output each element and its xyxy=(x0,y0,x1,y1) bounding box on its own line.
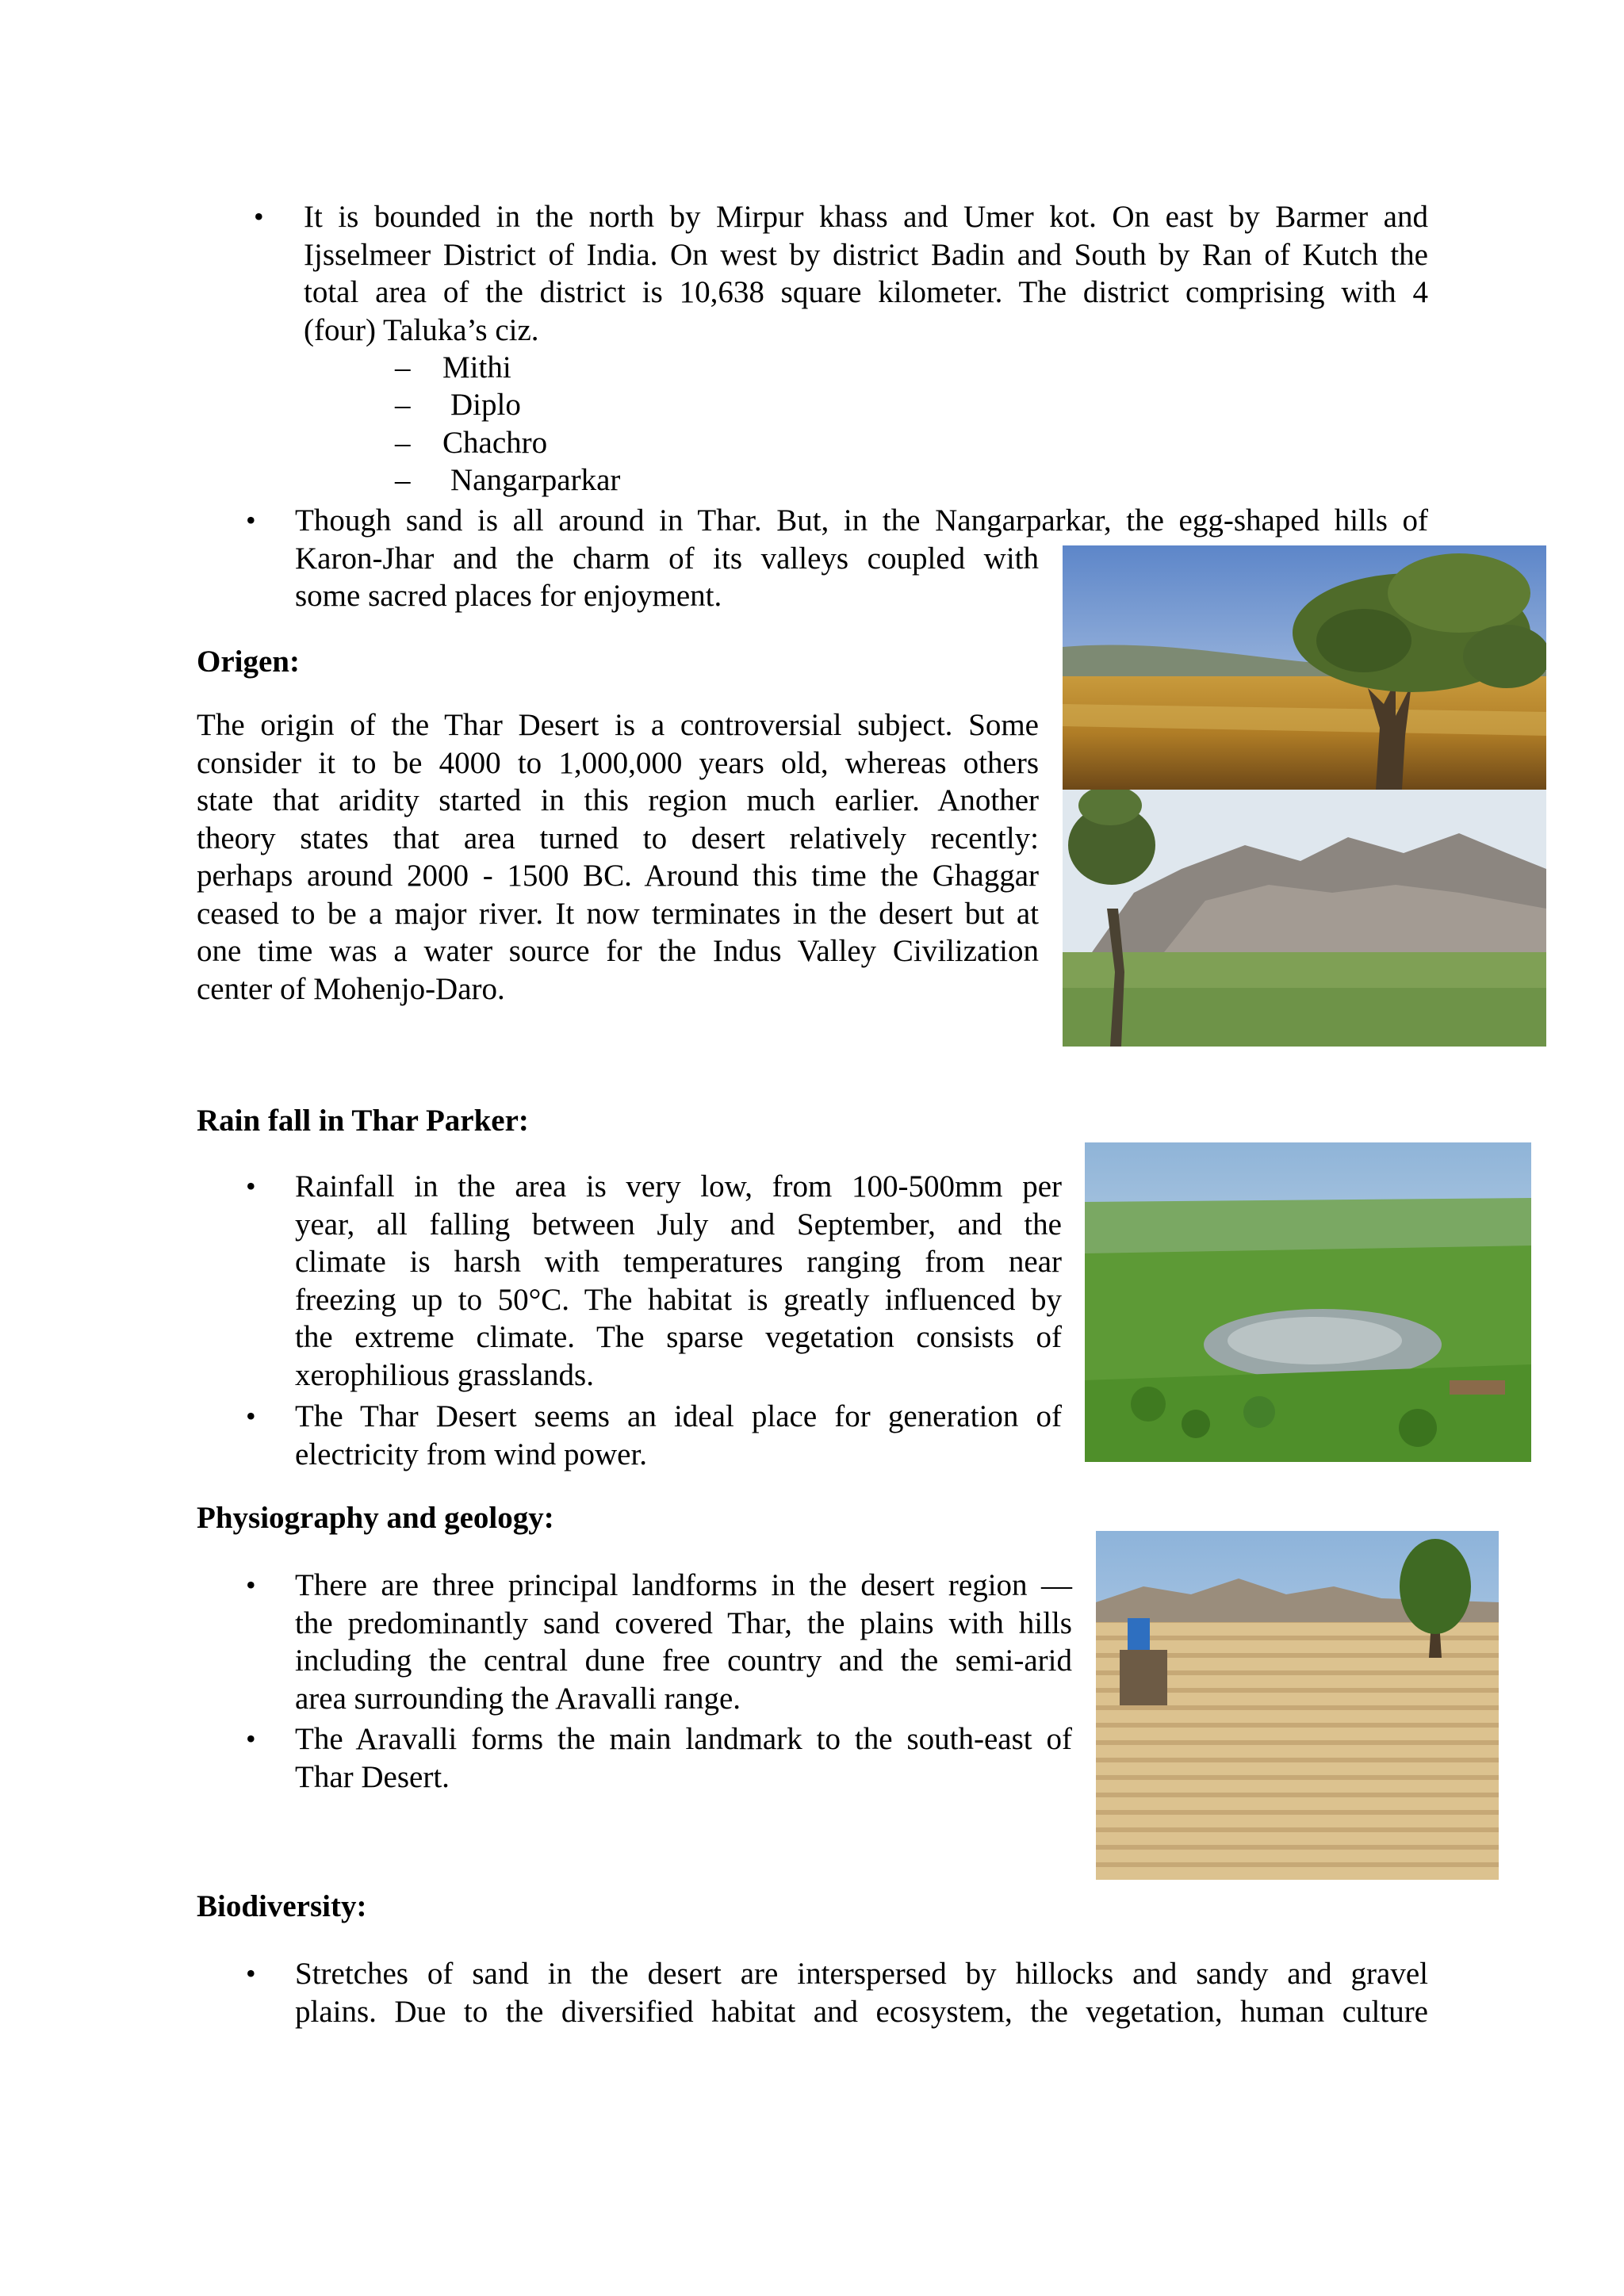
text-line: center of Mohenjo-Daro. xyxy=(197,971,505,1006)
rainfall-bullet-1 xyxy=(295,1168,1062,1394)
origin-paragraph xyxy=(197,706,1039,1008)
taluka-item: Chachro xyxy=(442,426,548,460)
bullet-marker: • xyxy=(246,1400,256,1432)
dash-marker: – xyxy=(395,426,411,460)
text-line: Ijsselmeer District of India. On west by district Badin and South by Ran of Kutch the xyxy=(304,237,1428,272)
text-line: The Thar Desert seems an ideal place for generation of xyxy=(295,1399,1062,1433)
text-line: consider it to be 4000 to 1,000,000 years old, whereas others xyxy=(197,745,1039,780)
bullet-marker: • xyxy=(254,201,264,232)
text-line: theory states that area turned to desert relatively recently: xyxy=(197,821,1039,855)
dash-marker: – xyxy=(395,388,411,422)
text-line: There are three principal landforms in the desert region — xyxy=(295,1568,1072,1602)
text-line: plains. Due to the diversified habitat and ecosystem, the vegetation, human culture xyxy=(295,1994,1428,2029)
sand-plain-photo xyxy=(1096,1531,1499,1880)
text-line: electricity from wind power. xyxy=(295,1437,648,1471)
rainfall-bullet-2 xyxy=(295,1398,1062,1473)
boundary-paragraph xyxy=(304,198,1428,349)
text-line: It is bounded in the north by Mirpur khass and Umer kot. On east by Barmer and xyxy=(304,200,1428,234)
taluka-item: Mithi xyxy=(442,350,511,385)
physiography-bullet-2 xyxy=(295,1720,1072,1796)
taluka-item: Nangarparkar xyxy=(450,463,621,497)
bullet-marker: • xyxy=(246,504,256,536)
text-line: the extreme climate. The sparse vegetation consists of xyxy=(295,1320,1062,1354)
text-line: ceased to be a major river. It now terminates in the desert but at xyxy=(197,896,1039,931)
text-line: year, all falling between July and September, and the xyxy=(295,1207,1062,1242)
savanna-tree-photo xyxy=(1063,545,1546,790)
text-line: including the central dune free country and the semi-arid xyxy=(295,1644,1072,1678)
bullet-marker: • xyxy=(246,1723,256,1755)
rainfall-heading: Rain fall in Thar Parker: xyxy=(197,1104,529,1138)
text-line: The Aravalli forms the main landmark to the south-east of xyxy=(295,1722,1072,1756)
text-line: Though sand is all around in Thar. But, in the Nangarparkar, the egg-shaped hills of xyxy=(295,503,1428,538)
text-line: The origin of the Thar Desert is a controversial subject. Some xyxy=(197,708,1039,742)
text-line: xerophilious grasslands. xyxy=(295,1357,594,1392)
text-line: (four) Taluka’s ciz. xyxy=(304,312,539,347)
biodiversity-bullet-1 xyxy=(295,1955,1428,2030)
text-line: total area of the district is 10,638 square kilometer. The district comprising with 4 xyxy=(304,275,1428,309)
text-line: the predominantly sand covered Thar, the plains with hills xyxy=(295,1605,1072,1640)
bullet-marker: • xyxy=(246,1170,256,1202)
dash-marker: – xyxy=(395,350,411,385)
text-line: Rainfall in the area is very low, from 100-500mm per xyxy=(295,1169,1062,1203)
text-line: perhaps around 2000 - 1500 BC. Around this time the Ghaggar xyxy=(197,859,1039,893)
text-line: state that aridity started in this region much earlier. Another xyxy=(197,783,1039,817)
biodiversity-heading: Biodiversity: xyxy=(197,1889,367,1923)
text-line: Karon-Jhar and the charm of its valleys coupled with xyxy=(295,541,1039,576)
rocky-hills-photo xyxy=(1063,790,1546,1047)
bullet-marker: • xyxy=(246,1569,256,1601)
text-line: area surrounding the Aravalli range. xyxy=(295,1681,741,1716)
text-line: Thar Desert. xyxy=(295,1759,450,1794)
green-valley-photo xyxy=(1085,1142,1531,1462)
text-line: Stretches of sand in the desert are interspersed by hillocks and sandy and gravel xyxy=(295,1957,1428,1991)
physiography-heading: Physiography and geology: xyxy=(197,1501,554,1535)
physiography-bullet-1 xyxy=(295,1567,1072,1717)
dash-marker: – xyxy=(395,463,411,497)
taluka-item: Diplo xyxy=(450,388,521,422)
text-line: one time was a water source for the Indus Valley Civilization xyxy=(197,934,1039,968)
text-line: some sacred places for enjoyment. xyxy=(295,579,722,613)
text-line: freezing up to 50°C. The habitat is greatly influenced by xyxy=(295,1282,1062,1317)
origin-heading: Origen: xyxy=(197,645,300,679)
bullet-marker: • xyxy=(246,1957,256,1989)
text-line: climate is harsh with temperatures ranging from near xyxy=(295,1245,1062,1279)
